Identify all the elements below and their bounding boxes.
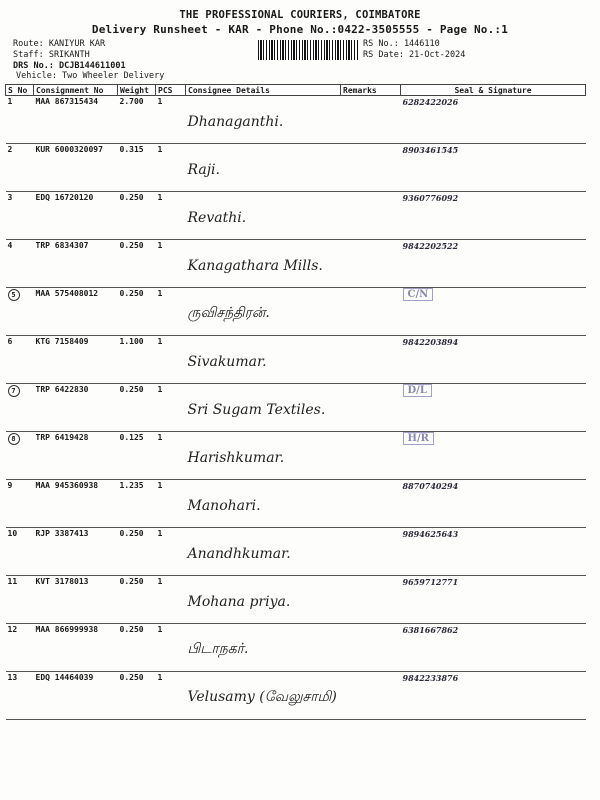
row-consignee-name: Revathi.: [186, 192, 341, 240]
row-remarks: [341, 432, 401, 480]
row-pcs: 1: [156, 96, 186, 144]
row-remarks: [341, 144, 401, 192]
row-consignee-name: Sivakumar.: [186, 336, 341, 384]
row-pcs: 1: [156, 288, 186, 336]
table-row: [6, 144, 586, 192]
row-remarks: [341, 528, 401, 576]
row-signature: 9894625643: [401, 528, 586, 576]
row-signature: [401, 432, 586, 480]
row-consignee-name: Kanagathara Mills.: [186, 240, 341, 288]
row-weight: 2.700: [118, 96, 156, 144]
row-sno: 12: [6, 624, 34, 672]
row-weight: 0.250: [118, 288, 156, 336]
col-sno: S No: [6, 85, 34, 96]
row-consignment-no: KTG 7158409: [34, 336, 118, 384]
row-consignee-name: பிடாநகர்.: [186, 624, 341, 672]
row-weight: 0.250: [118, 192, 156, 240]
row-consignee-name: Dhanaganthi.: [186, 96, 341, 144]
row-sno: 3: [6, 192, 34, 240]
table-row: [6, 528, 586, 576]
row-sno: 10: [6, 528, 34, 576]
row-signature: 6381667862: [401, 624, 586, 672]
row-consignment-no: MAA 866999938: [34, 624, 118, 672]
col-consignee: Consignee Details: [186, 85, 341, 96]
row-remarks: [341, 288, 401, 336]
row-consignee-name: ருவிசந்திரன்.: [186, 288, 341, 336]
delivery-stamp: H/R: [403, 432, 434, 445]
row-consignee-name: Anandhkumar.: [186, 528, 341, 576]
circled-sno: 8: [8, 433, 20, 445]
table-row: [6, 240, 586, 288]
row-remarks: [341, 192, 401, 240]
row-signature: 9360776092: [401, 192, 586, 240]
row-consignee-name: Sri Sugam Textiles.: [186, 384, 341, 432]
row-pcs: 1: [156, 624, 186, 672]
row-weight: 0.250: [118, 240, 156, 288]
row-pcs: 1: [156, 384, 186, 432]
row-pcs: 1: [156, 192, 186, 240]
circled-sno: 7: [8, 385, 20, 397]
rs-number: RS No.: 1446110: [363, 39, 440, 49]
vehicle-label: Vehicle: Two Wheeler Delivery: [16, 71, 165, 81]
runsheet-subtitle: Delivery Runsheet - KAR - Phone No.:0422-3505555 - Page No.:1: [91, 23, 509, 36]
row-consignment-no: EDQ 16720120: [34, 192, 118, 240]
row-consignee-name: Manohari.: [186, 480, 341, 528]
row-pcs: 1: [156, 576, 186, 624]
col-consignment: Consignment No: [34, 85, 118, 96]
row-remarks: [341, 240, 401, 288]
row-weight: 0.250: [118, 672, 156, 720]
table-row: [6, 192, 586, 240]
table-row: [6, 480, 586, 528]
col-weight: Weight: [118, 85, 156, 96]
table-row: [6, 576, 586, 624]
row-signature: 9842203894: [401, 336, 586, 384]
row-sno: 2: [6, 144, 34, 192]
row-sno: 4: [6, 240, 34, 288]
table-row: [6, 96, 586, 144]
row-weight: 0.315: [118, 144, 156, 192]
row-remarks: [341, 336, 401, 384]
drs-label: DRS No.: DCJB144611001: [13, 61, 126, 71]
row-weight: 0.125: [118, 432, 156, 480]
row-weight: 0.250: [118, 576, 156, 624]
table-row: [6, 672, 586, 720]
row-sno: [6, 288, 34, 336]
row-remarks: [341, 576, 401, 624]
row-remarks: [341, 480, 401, 528]
row-consignment-no: EDQ 14464039: [34, 672, 118, 720]
row-weight: 0.250: [118, 384, 156, 432]
route-label: Route: KANIYUR KAR: [13, 39, 106, 49]
barcode: [258, 40, 358, 60]
row-consignee-name: Velusamy (வேலுசாமி): [186, 672, 341, 720]
col-pcs: PCS: [156, 85, 186, 96]
row-sno: 6: [6, 336, 34, 384]
row-signature: 9659712771: [401, 576, 586, 624]
table-row: [6, 432, 586, 480]
company-title: THE PROFESSIONAL COURIERS, COIMBATORE: [179, 9, 421, 21]
row-remarks: [341, 384, 401, 432]
staff-label: Staff: SRIKANTH: [13, 50, 90, 60]
row-consignment-no: TRP 6834307: [34, 240, 118, 288]
row-remarks: [341, 96, 401, 144]
delivery-stamp: D/L: [403, 384, 432, 397]
row-signature: [401, 384, 586, 432]
row-weight: 1.100: [118, 336, 156, 384]
col-remarks: Remarks: [341, 85, 401, 96]
row-consignee-name: Mohana priya.: [186, 576, 341, 624]
row-sno: [6, 384, 34, 432]
table-row: [6, 624, 586, 672]
row-signature: 6282422026: [401, 96, 586, 144]
row-pcs: 1: [156, 240, 186, 288]
table-body: [6, 96, 586, 720]
row-pcs: 1: [156, 672, 186, 720]
row-pcs: 1: [156, 528, 186, 576]
row-weight: 0.250: [118, 528, 156, 576]
col-seal: Seal & Signature: [401, 85, 586, 96]
row-remarks: [341, 672, 401, 720]
row-remarks: [341, 624, 401, 672]
row-signature: 9842202522: [401, 240, 586, 288]
circled-sno: 5: [8, 289, 20, 301]
row-consignment-no: MAA 575408012: [34, 288, 118, 336]
row-weight: 0.250: [118, 624, 156, 672]
row-signature: 8903461545: [401, 144, 586, 192]
row-consignment-no: TRP 6422830: [34, 384, 118, 432]
table-header-row: [6, 85, 586, 96]
row-sno: 13: [6, 672, 34, 720]
row-consignee-name: Harishkumar.: [186, 432, 341, 480]
table-row: [6, 288, 586, 336]
row-sno: 9: [6, 480, 34, 528]
row-pcs: 1: [156, 480, 186, 528]
row-signature: 8870740294: [401, 480, 586, 528]
row-pcs: 1: [156, 432, 186, 480]
row-consignment-no: RJP 3387413: [34, 528, 118, 576]
row-pcs: 1: [156, 144, 186, 192]
delivery-stamp: C/N: [403, 288, 434, 301]
row-signature: [401, 288, 586, 336]
row-consignment-no: KVT 3178013: [34, 576, 118, 624]
table-row: [6, 336, 586, 384]
row-consignment-no: TRP 6419428: [34, 432, 118, 480]
runsheet-table: [5, 84, 586, 720]
row-sno: [6, 432, 34, 480]
rs-date: RS Date: 21-Oct-2024: [363, 50, 466, 60]
row-consignment-no: MAA 867315434: [34, 96, 118, 144]
row-pcs: 1: [156, 336, 186, 384]
row-sno: 11: [6, 576, 34, 624]
table-row: [6, 384, 586, 432]
row-signature: 9842233876: [401, 672, 586, 720]
row-sno: 1: [6, 96, 34, 144]
row-consignment-no: MAA 945360938: [34, 480, 118, 528]
row-consignee-name: Raji.: [186, 144, 341, 192]
row-weight: 1.235: [118, 480, 156, 528]
row-consignment-no: KUR 6000320097: [34, 144, 118, 192]
